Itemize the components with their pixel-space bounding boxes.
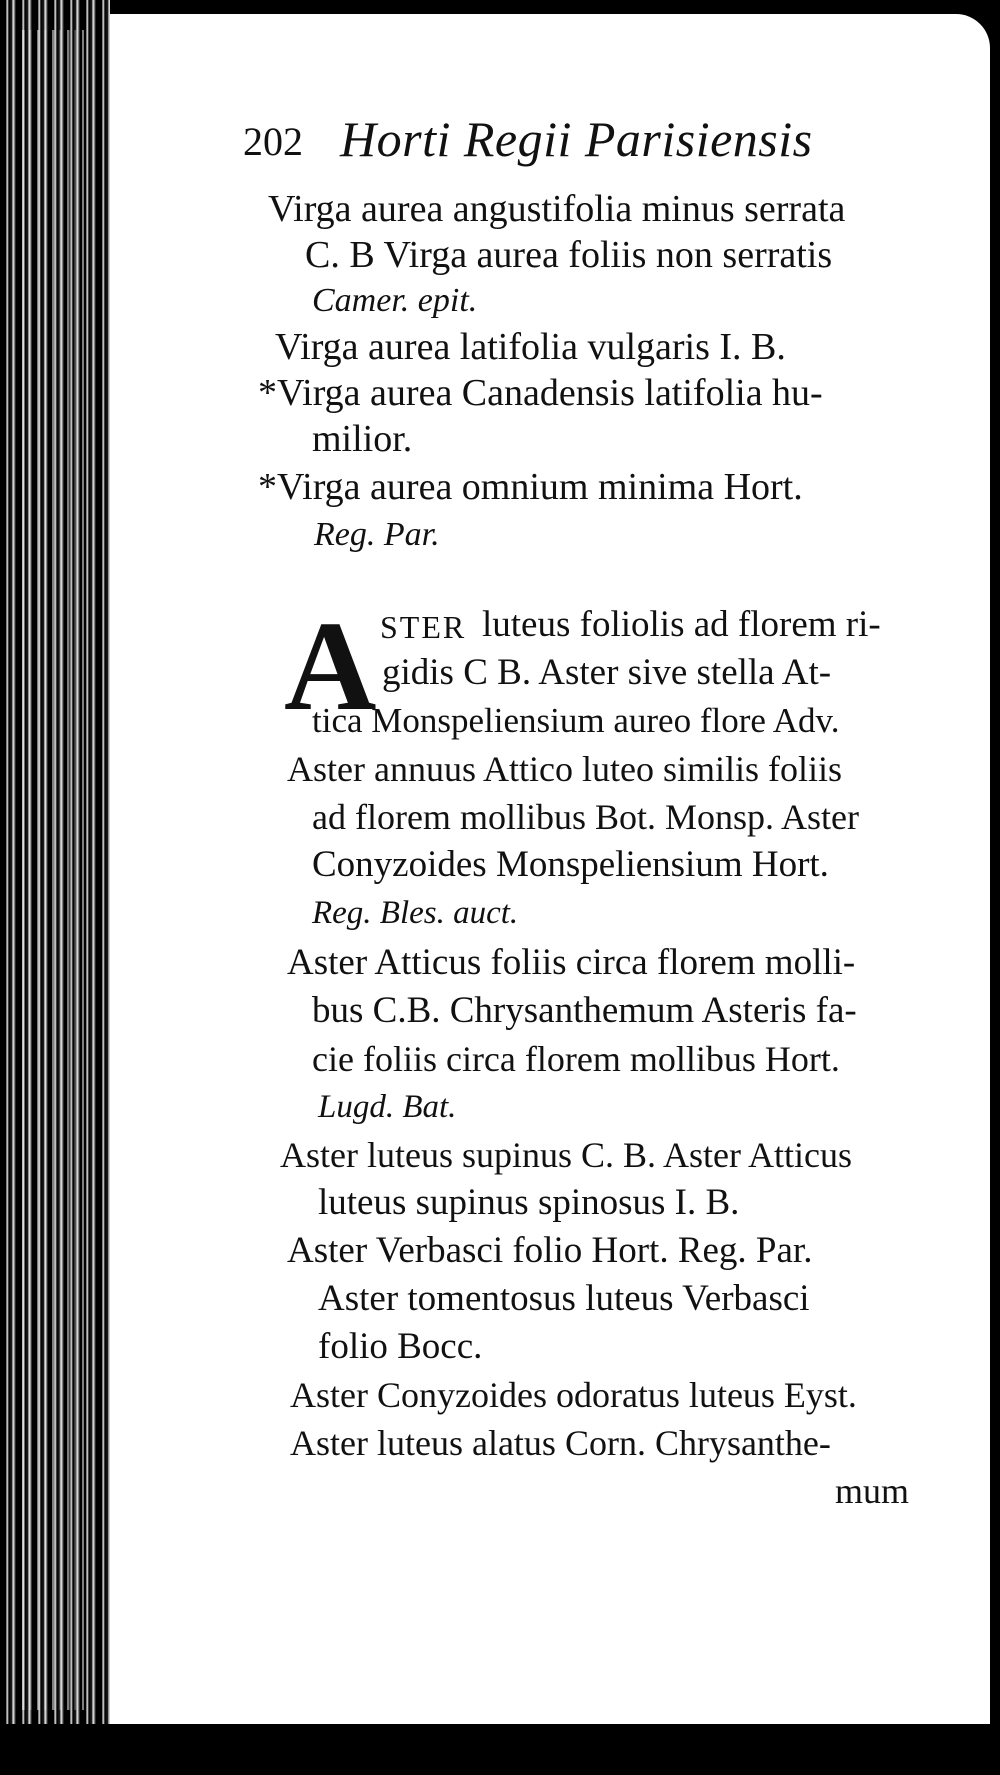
text-line: Virga aurea angustifolia minus serrata: [268, 188, 846, 230]
text-line: Virga aurea latifolia vulgaris I. B.: [275, 326, 786, 368]
text-line: gidis C B. Aster sive stella At-: [382, 652, 832, 693]
text-line: Conyzoides Monspeliensium Hort.: [312, 844, 829, 885]
text-line: *Virga aurea omnium minima Hort.: [258, 466, 803, 508]
text-line: bus C.B. Chrysanthemum Asteris fa-: [312, 990, 857, 1031]
text-line: luteus foliolis ad florem ri-: [482, 604, 881, 645]
catchword: mum: [835, 1471, 910, 1511]
text-line: Lugd. Bat.: [318, 1089, 457, 1125]
page-number: 202: [243, 119, 303, 164]
gutter-texture: [22, 30, 84, 1710]
binding-gutter: [0, 0, 110, 1730]
text-line: ad florem mollibus Bot. Monsp. Aster: [312, 797, 859, 837]
text-line: folio Bocc.: [318, 1326, 483, 1367]
text-line: *Virga aurea Canadensis latifolia hu-: [258, 372, 823, 414]
drop-cap: A: [284, 595, 377, 737]
text-line: C. B Virga aurea foliis non serratis: [305, 234, 833, 276]
text-line: luteus supinus spinosus I. B.: [318, 1182, 740, 1223]
text-line: Aster Atticus foliis circa florem molli-: [287, 942, 856, 983]
text-line: tica Monspeliensium aureo flore Adv.: [312, 701, 840, 740]
text-line: Aster annuus Attico luteo similis foliis: [287, 749, 842, 789]
text-line: Aster luteus alatus Corn. Chrysanthe-: [290, 1423, 831, 1463]
text-line: Reg. Bles. auct.: [312, 895, 519, 931]
text-line: Aster Conyzoides odoratus luteus Eyst.: [290, 1375, 857, 1415]
bottom-scan-border: [0, 1724, 1000, 1775]
text-line: Aster tomentosus luteus Verbasci: [318, 1278, 810, 1319]
running-title: Horti Regii Parisiensis: [340, 111, 813, 167]
text-line: cie foliis circa florem mollibus Hort.: [312, 1039, 840, 1079]
text-line: milior.: [312, 418, 413, 460]
text-line: Aster luteus supinus C. B. Aster Atticus: [280, 1135, 853, 1175]
text-line: Reg. Par.: [314, 516, 440, 553]
text-line: Camer. epit.: [312, 282, 478, 319]
first-word-small-caps: STER: [380, 609, 467, 645]
text-line: Aster Verbasci folio Hort. Reg. Par.: [287, 1230, 813, 1271]
